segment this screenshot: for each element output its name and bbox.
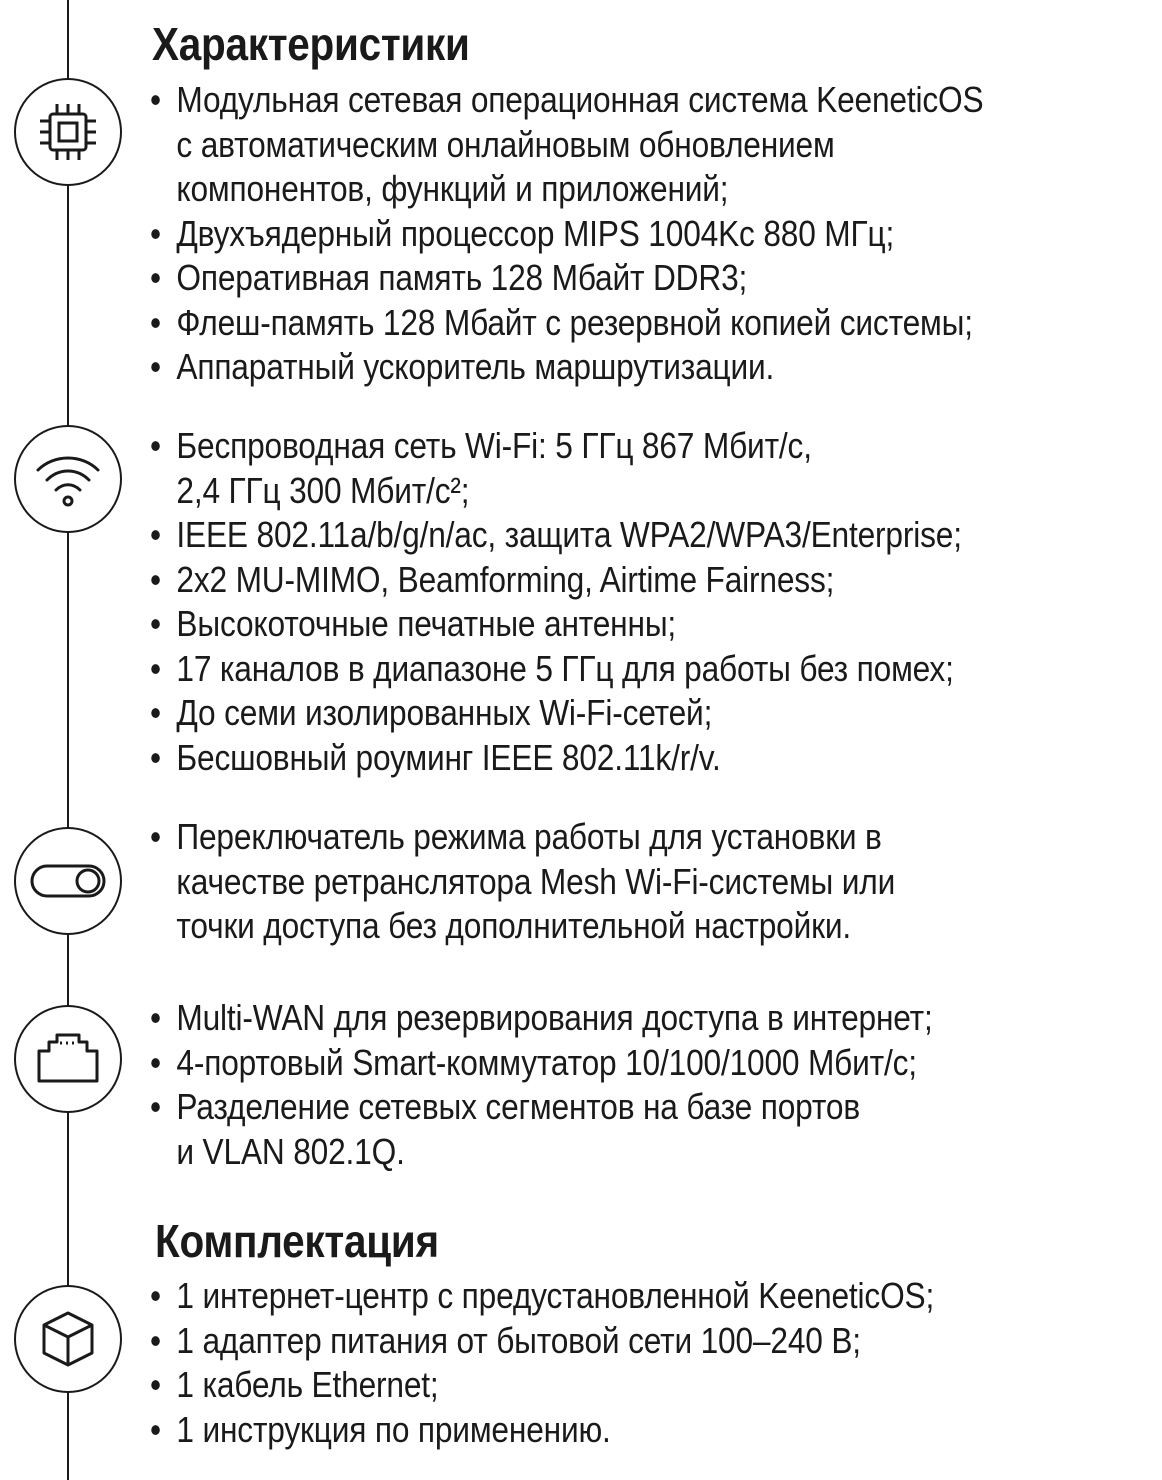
ports-specs-list [150,996,1039,1174]
item-line: Оперативная память 128 Мбайт DDR3; [176,257,748,298]
item-line: 1 инструкция по применению. [176,1408,611,1450]
list-item [150,996,933,1041]
item-line: Разделение сетевых сегментов на базе портов [176,1086,860,1127]
item-line: 2x2 MU-MIMO, Beamforming, Airtime Fairness; [176,558,835,600]
item-line: До семи изолированных Wi-Fi-сетей; [176,692,713,733]
list-item [150,513,962,558]
item-line: 2,4 ГГц 300 Мбит/с²; [176,469,470,511]
list-item [150,647,962,692]
item-line: Бесшовный роуминг IEEE 802.11k/r/v. [176,736,721,778]
item-line: Двухъядерный процессор MIPS 1004Kc 880 МГц; [176,212,895,254]
item-line: с автоматическим онлайновым обновлением [176,123,835,165]
system-specs-list [150,78,1097,390]
item-line: IEEE 802.11a/b/g/n/ac, защита WPA2/WPA3/Enterprise; [176,514,962,555]
package-heading: Комплектация [155,1215,439,1267]
wifi-icon [14,425,122,533]
list-item [150,424,962,513]
list-item [150,78,983,212]
list-item [150,558,962,603]
item-line: Аппаратный ускоритель маршрутизации. [176,346,775,387]
list-item [150,256,983,301]
item-line: Multi-WAN для резервирования доступа в интернет; [176,997,933,1038]
item-line: точки доступа без дополнительной настройки. [176,905,851,946]
list-item [150,1408,934,1453]
item-line: Беспроводная сеть Wi-Fi: 5 ГГц 867 Мбит/с, [176,425,812,466]
list-item [150,815,895,949]
list-item [150,212,983,257]
specs-heading: Характеристики [152,18,470,70]
list-item [150,602,962,647]
item-line: Высокоточные печатные антенны; [176,603,677,644]
item-line: компонентов, функций и приложений; [176,168,729,209]
toggle-switch-icon [14,827,122,935]
list-item [150,1363,934,1408]
item-line: Модульная сетевая операционная система KeeneticOS [176,79,984,120]
ethernet-port-icon [14,1005,122,1113]
list-item [150,1085,933,1174]
item-line: 1 адаптер питания от бытовой сети 100–240 В; [176,1319,861,1361]
item-line: Флеш-память 128 Мбайт с резервной копией системы; [176,301,973,343]
list-item [150,301,983,346]
item-line: 17 каналов в диапазоне 5 ГГц для работы без помех; [176,647,954,689]
timeline-line [67,0,69,1480]
item-line: качестве ретранслятора Mesh Wi-Fi-системы или [176,860,896,902]
item-line: Переключатель режима работы для установки в [176,816,882,857]
wifi-specs-list [150,424,1073,780]
item-line: и VLAN 802.1Q. [176,1130,405,1172]
switch-specs-list [150,815,997,949]
list-item [150,736,962,781]
item-line: 1 кабель Ethernet; [176,1364,439,1405]
list-item [150,1041,933,1086]
list-item [150,1274,934,1319]
item-line: 1 интернет-центр с предустановленной KeeneticOS; [176,1275,935,1316]
box-icon [14,1285,122,1393]
package-list [150,1274,1041,1452]
item-line: 4-портовый Smart-коммутатор 10/100/1000 Мбит/с; [176,1041,917,1083]
chip-icon [14,78,122,186]
list-item [150,691,962,736]
list-item [150,345,983,390]
list-item [150,1319,934,1364]
